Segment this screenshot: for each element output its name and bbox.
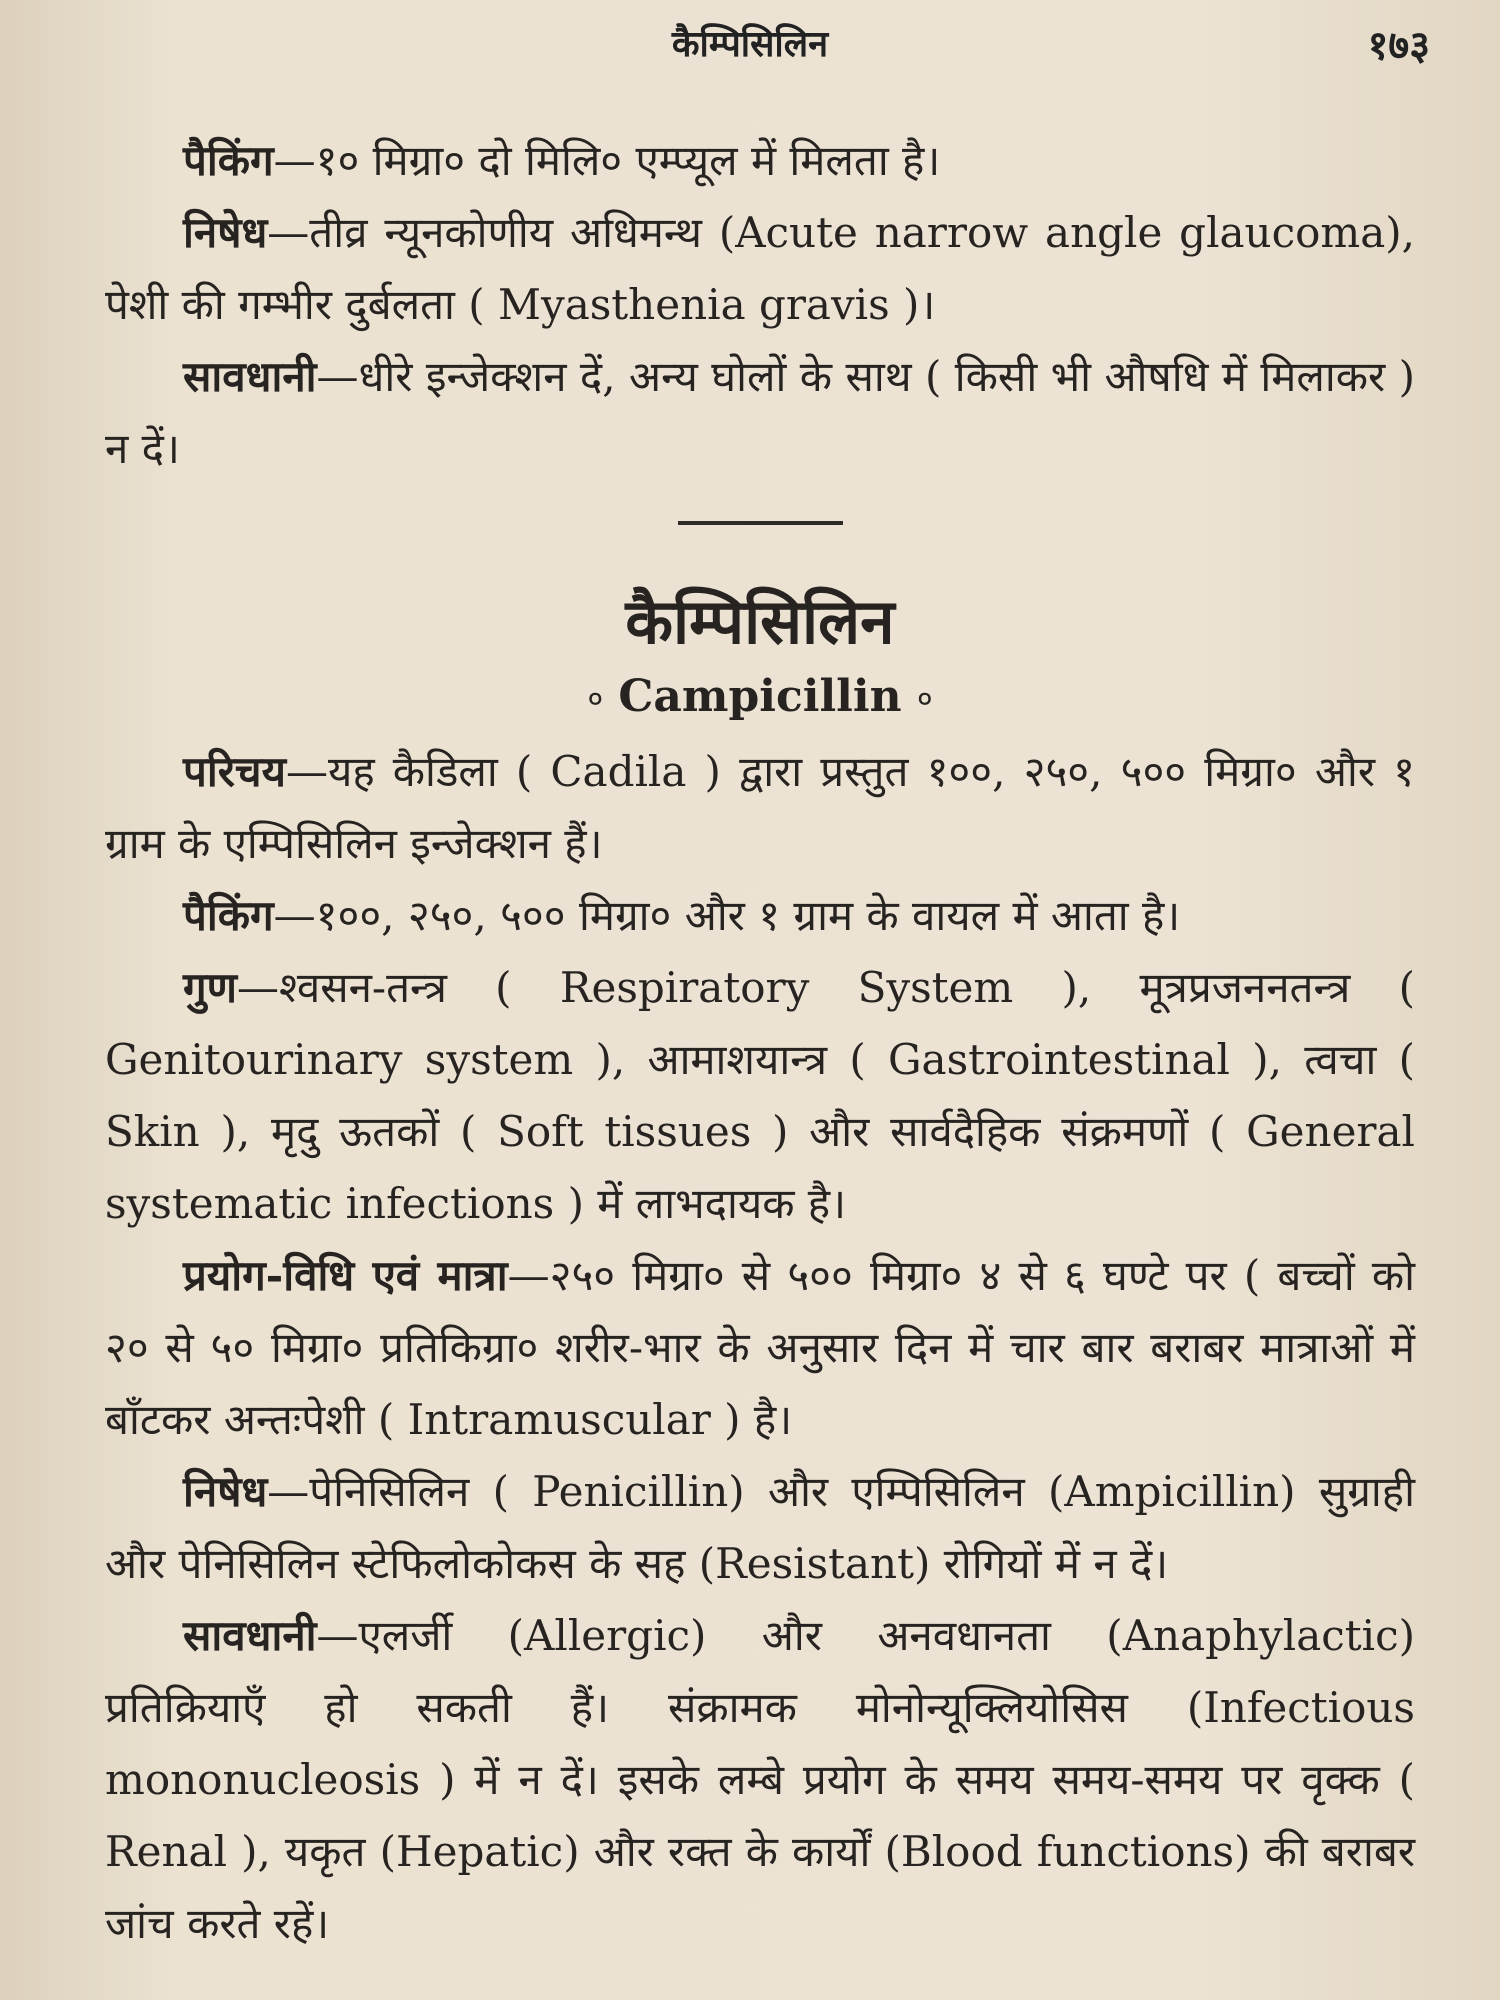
- caution-term: सावधानी: [183, 352, 317, 401]
- running-title: कैम्पिसिलिन: [671, 23, 829, 65]
- properties-paragraph: [105, 952, 1415, 1240]
- contraindication-text: —तीव्र न्यूनकोणीय अधिमन्थ (Acute narrow angle glaucoma), पेशी की गम्भीर दुर्बलता ( Myasthenia gravis )।: [105, 208, 1415, 329]
- dosage-term: प्रयोग-विधि एवं मात्रा: [183, 1250, 508, 1300]
- contraindication-paragraph: [105, 1456, 1415, 1600]
- previous-contraindication-paragraph: [105, 197, 1415, 341]
- properties-term: गुण: [183, 962, 238, 1012]
- previous-caution-paragraph: [105, 341, 1415, 485]
- caution-term: सावधानी: [183, 1610, 317, 1660]
- packing-text: —१० मिग्रा० दो मिलि० एम्प्यूल में मिलता है।: [273, 136, 941, 185]
- caution-text: —एलर्जी (Allergic) और अनवधानता (Anaphylactic) प्रतिक्रियाएँ हो सकती हैं। संक्रामक मोनोन्यूक्लियोसिस (Infectious mononucleosis ) में न दें। इसके लम्बे प्रयोग के समय समय-समय पर वृक्क ( Renal ), यकृत (Hepatic) और रक्त के कार्यों (Blood functions) की बराबर जांच करते रहें।: [105, 1610, 1415, 1948]
- page-content: [105, 125, 1415, 2000]
- entry-title-english-line: [105, 663, 1415, 734]
- packing-term: पैकिंग: [183, 136, 274, 185]
- entry-title-hindi: कैम्पिसिलिन: [625, 585, 895, 658]
- caution-paragraph: [105, 1600, 1415, 1960]
- contraindication-term: निषेध: [183, 1466, 268, 1516]
- title-bullet-right: ०: [916, 681, 933, 717]
- contraindication-term: निषेध: [183, 208, 268, 257]
- page-number: १७३: [1367, 22, 1430, 69]
- introduction-paragraph: [105, 736, 1415, 880]
- title-bullet-left: ०: [587, 681, 604, 717]
- entry-title-english: Campicillin: [618, 671, 902, 722]
- section-divider: [678, 521, 843, 525]
- contraindication-text: —पेनिसिलिन ( Penicillin) और एम्पिसिलिन (Ampicillin) सुग्राही और पेनिसिलिन स्टेफिलोकोकस के सह (Resistant) रोगियों में न दें।: [105, 1466, 1415, 1588]
- packing-term: पैकिंग: [183, 890, 274, 940]
- packing-text: —१००, २५०, ५०० मिग्रा० और १ ग्राम के वायल में आता है।: [273, 890, 1181, 940]
- introduction-term: परिचय: [183, 746, 286, 796]
- dosage-text: —२५० मिग्रा० से ५०० मिग्रा० ४ से ६ घण्टे पर ( बच्चों को २० से ५० मिग्रा० प्रतिकिग्रा० शरीर-भार के अनुसार दिन में चार बार बराबर मात्राओं में बाँटकर अन्तःपेशी ( Intramuscular ) है।: [105, 1250, 1415, 1444]
- introduction-text: —यह कैडिला ( Cadila ) द्वारा प्रस्तुत १००, २५०, ५०० मिग्रा० और १ ग्राम के एम्पिसिलिन इन्जेक्शन हैं।: [105, 746, 1415, 868]
- caution-text: —धीरे इन्जेक्शन दें, अन्य घोलों के साथ ( किसी भी औषधि में मिलाकर ) न दें।: [105, 352, 1415, 473]
- previous-packing-paragraph: [105, 125, 1415, 197]
- properties-text: —श्वसन-तन्त्र ( Respiratory System ), मूत्रप्रजननतन्त्र ( Genitourinary system ), आमाशयान्त्र ( Gastrointestinal ), त्वचा ( Skin ), मृदु ऊतकों ( Soft tissues ) और सार्वदैहिक संक्रमणों ( General systematic infections ) में लाभदायक है।: [105, 962, 1415, 1228]
- dosage-paragraph: [105, 1240, 1415, 1456]
- packing-paragraph: [105, 880, 1415, 952]
